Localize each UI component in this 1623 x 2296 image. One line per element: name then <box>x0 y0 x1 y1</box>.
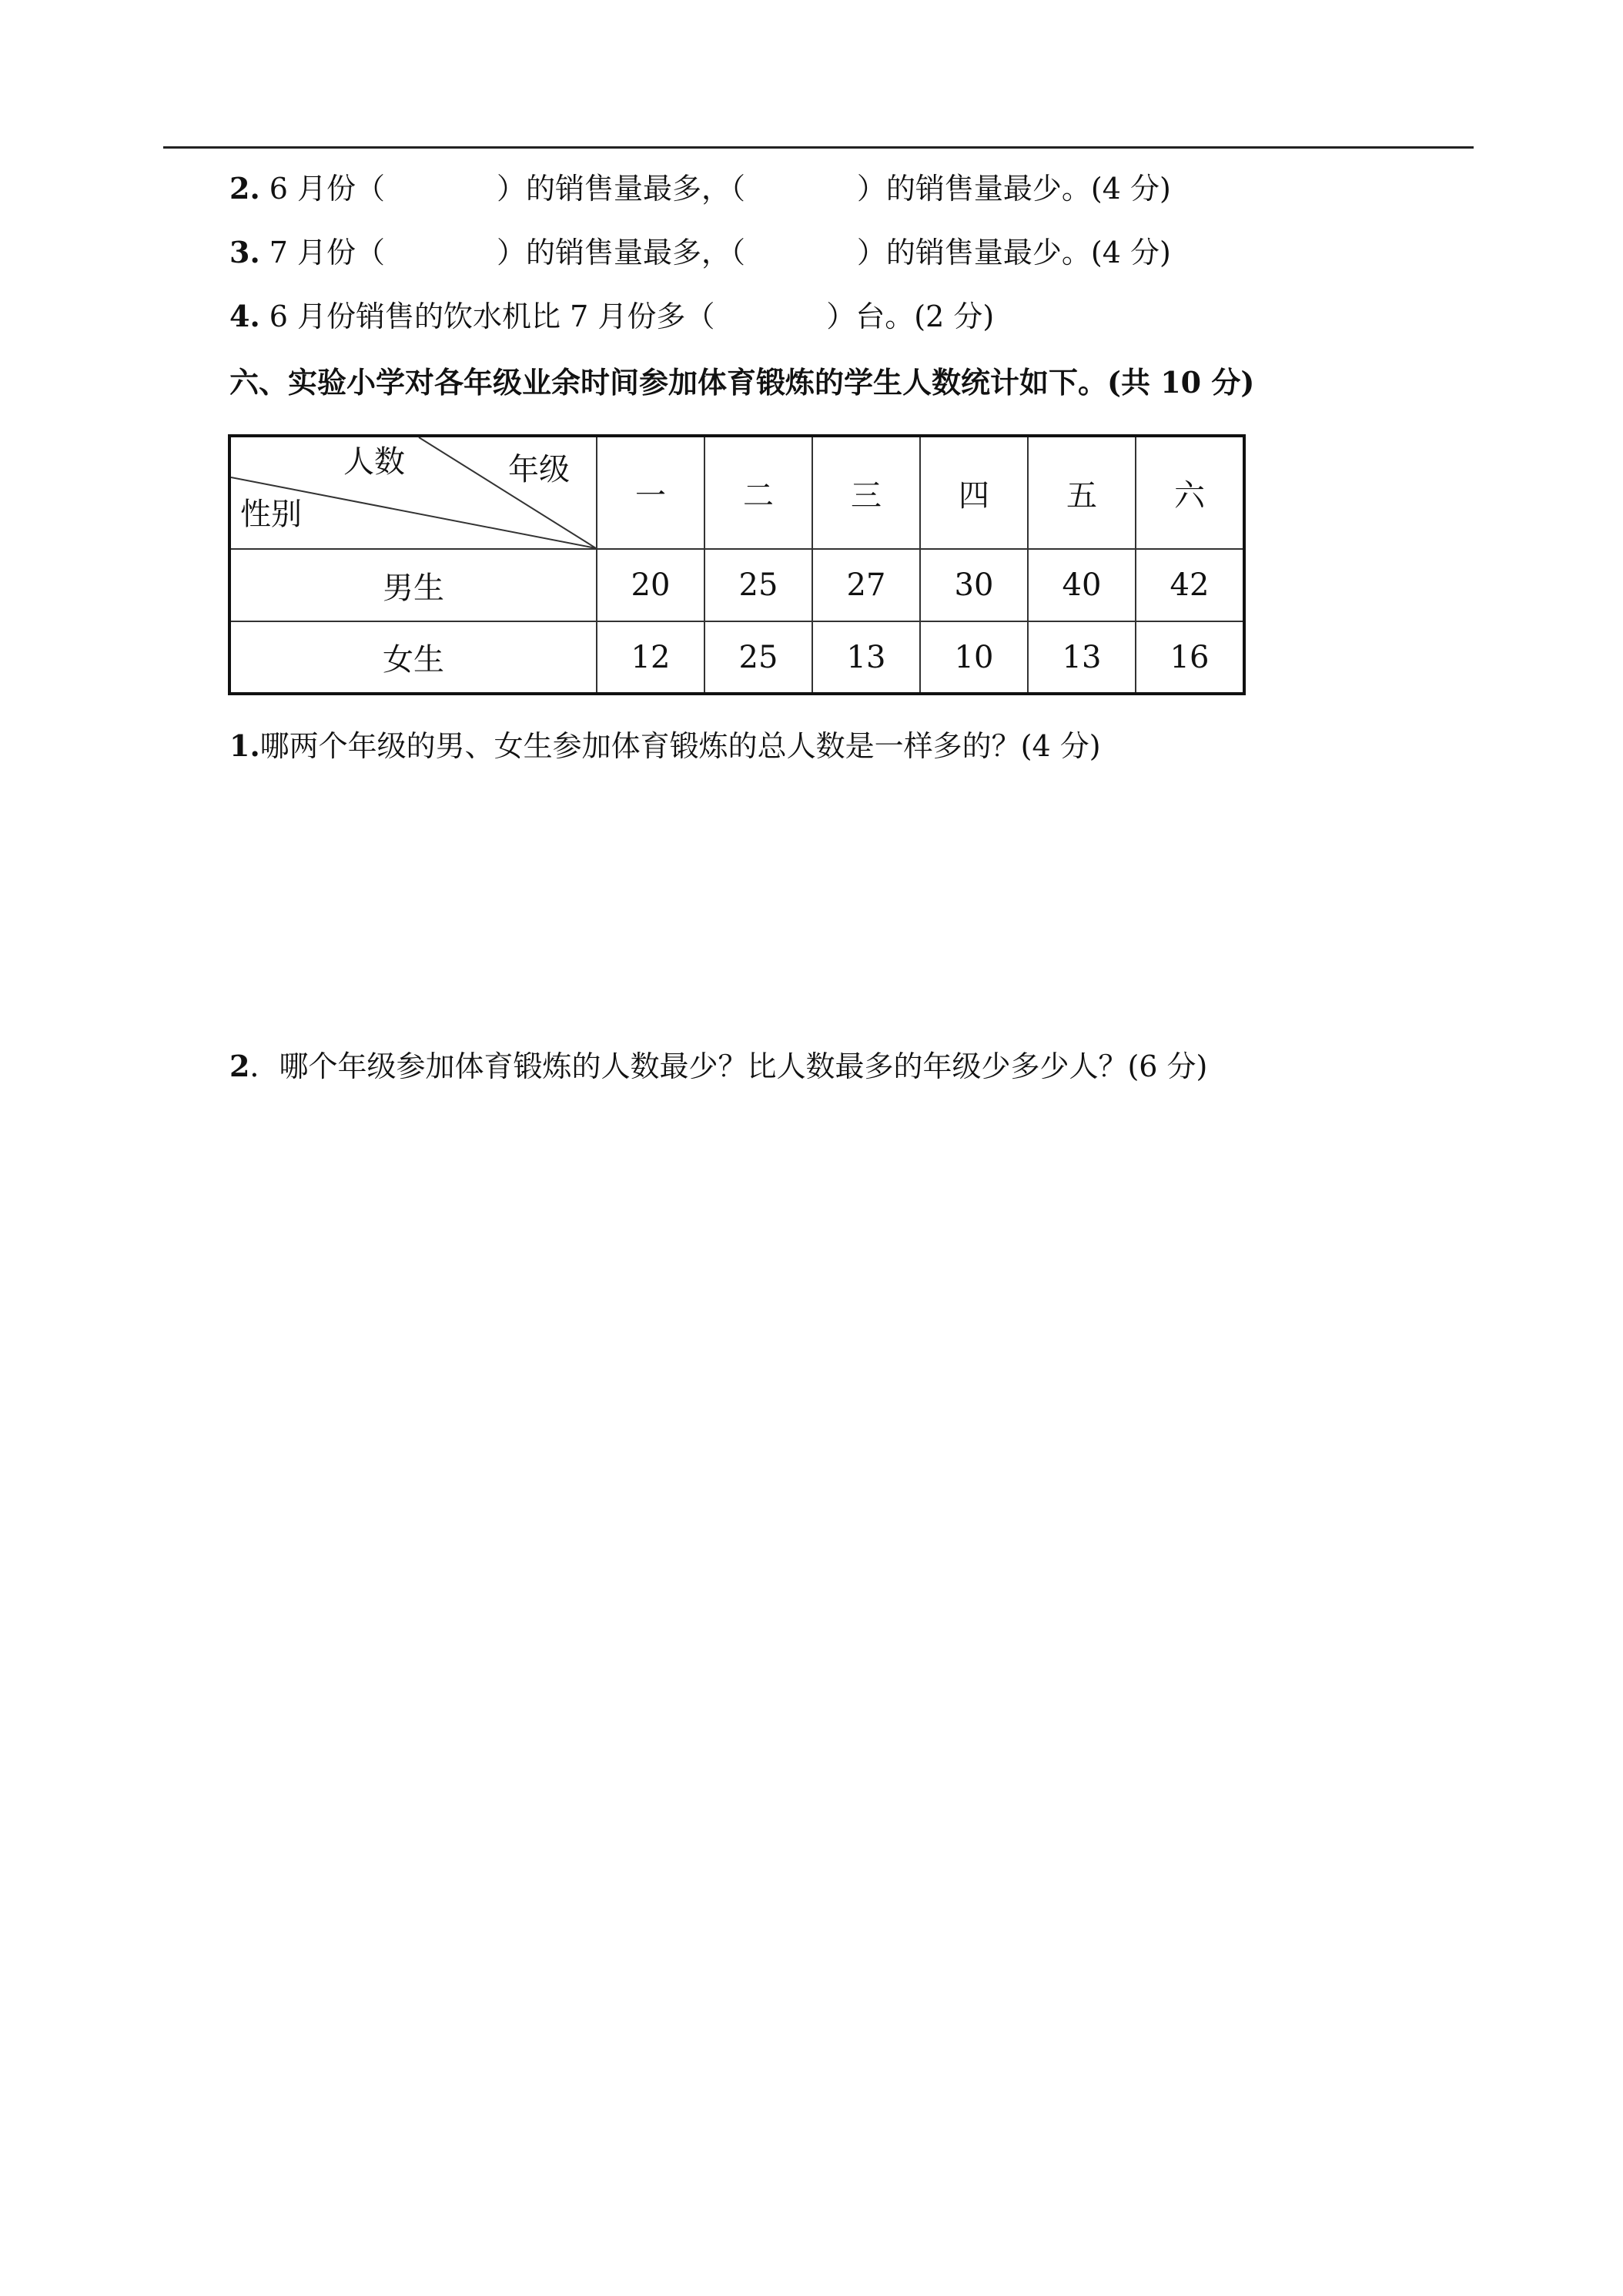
grade-header: 五 <box>1028 436 1136 549</box>
table-cell: 42 <box>1136 549 1244 621</box>
corner-label-gender: 性别 <box>240 497 302 532</box>
table-cell: 13 <box>812 621 920 694</box>
table-row <box>229 621 1244 694</box>
table-cell: 25 <box>704 549 812 621</box>
table-cell: 40 <box>1028 549 1136 621</box>
table-cell: 12 <box>597 621 704 694</box>
table-cell: 16 <box>1136 621 1244 694</box>
grade-header: 二 <box>704 436 812 549</box>
row-label-boys: 男生 <box>229 549 597 621</box>
corner-label-grade: 年级 <box>508 452 570 487</box>
question-4: 4. 6 月份销售的饮水机比 7 月份多（ ）台。(2 分) <box>229 299 995 333</box>
table-cell: 25 <box>704 621 812 694</box>
sub-question-2: 2．哪个年级参加体育锻炼的人数最少？比人数最多的年级少多少人？(6 分) <box>229 1049 1208 1083</box>
exercise-stats-table <box>228 434 1246 695</box>
question-3: 3. 7 月份（ ）的销售量最多，（ ）的销售量最少。(4 分) <box>229 235 1171 269</box>
grade-header: 一 <box>597 436 704 549</box>
grade-header: 四 <box>920 436 1028 549</box>
grade-header: 三 <box>812 436 920 549</box>
section-6-heading: 六、实验小学对各年级业余时间参加体育锻炼的学生人数统计如下。(共 10 分) <box>229 365 1255 400</box>
corner-label-count: 人数 <box>343 444 405 480</box>
grade-header: 六 <box>1136 436 1244 549</box>
table-cell: 30 <box>920 549 1028 621</box>
row-label-girls: 女生 <box>229 621 597 694</box>
table-row <box>229 549 1244 621</box>
top-rule <box>163 146 1474 149</box>
table-cell: 10 <box>920 621 1028 694</box>
question-2: 2. 6 月份（ ）的销售量最多，（ ）的销售量最少。(4 分) <box>229 171 1171 206</box>
table-cell: 13 <box>1028 621 1136 694</box>
sub-question-1: 1.哪两个年级的男、女生参加体育锻炼的总人数是一样多的？(4 分) <box>229 728 1101 763</box>
table-header-row <box>229 436 1244 549</box>
table-cell: 27 <box>812 549 920 621</box>
table-cell: 20 <box>597 549 704 621</box>
table-corner-cell <box>229 436 597 549</box>
